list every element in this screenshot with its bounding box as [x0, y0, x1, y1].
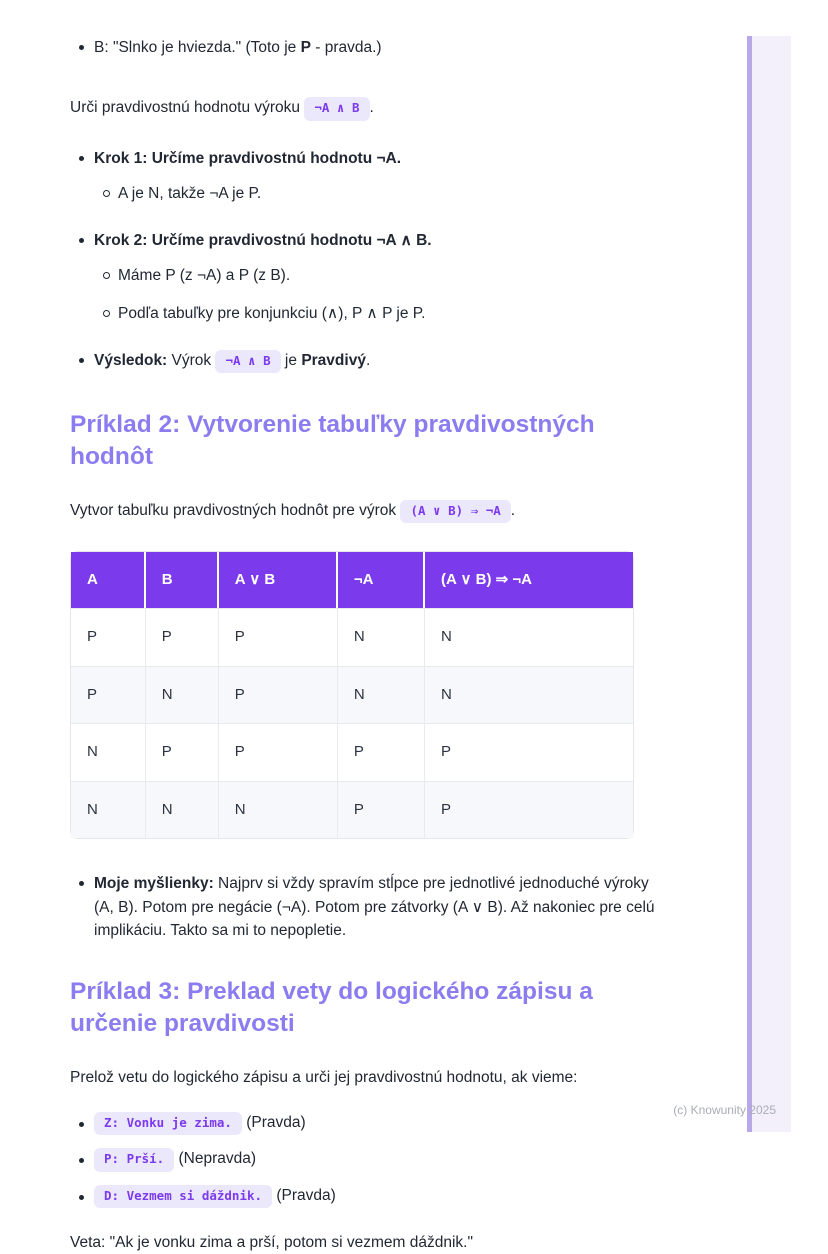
list-subitem: [94, 302, 670, 325]
krok1-sub-text: A je N, takže ¬A je P.: [118, 184, 262, 202]
statement-p: P: Prší. (Nepravda): [94, 1147, 670, 1171]
table-cell: N: [71, 723, 146, 781]
table-header-cell: A ∨ B: [219, 552, 338, 609]
bullet-marker: [70, 1111, 94, 1127]
table-header-row: [71, 552, 633, 609]
task2-text: Vytvor tabuľku pravdivostných hodnôt pre výrok: [70, 501, 401, 519]
statement-z: Z: Vonku je zima. (Pravda): [94, 1111, 670, 1135]
example3-intro: Prelož vetu do logického zápisu a urči jej pravdivostnú hodnotu, ak vieme:: [70, 1068, 578, 1086]
bullet-marker: [70, 147, 94, 161]
circle-marker: [94, 264, 118, 279]
table-cell: P: [71, 666, 146, 724]
task1-text: Urči pravdivostnú hodnotu výroku: [70, 99, 305, 117]
section-heading-priklad3: Príklad 3: Preklad vety do logického zápisu a určenie pravdivosti: [70, 978, 593, 1038]
statement-d: D: Vezmem si dáždnik. (Pravda): [94, 1184, 670, 1208]
table-header-cell: B: [146, 552, 219, 609]
table-cell: P: [146, 608, 219, 666]
list-item-krok1: [70, 147, 670, 170]
table-cell: N: [146, 666, 219, 724]
list-item-d: [70, 1184, 670, 1208]
circle-marker: [94, 302, 118, 317]
list-item: [70, 36, 670, 59]
statement-b-text: B: "Slnko je hviezda." (Toto je P - pravda.): [94, 39, 382, 56]
table-cell: P: [71, 608, 146, 666]
bullet-marker: [70, 872, 94, 886]
table-cell: P: [219, 723, 338, 781]
bullet-marker: [70, 1147, 94, 1163]
formula-badge: ¬A ∧ B: [304, 97, 369, 120]
formula-badge: P: Prší.: [94, 1148, 174, 1171]
krok2-sub1-text: Máme P (z ¬A) a P (z B).: [118, 267, 291, 285]
task1-period: .: [369, 99, 374, 117]
table-cell: N: [425, 608, 633, 666]
table-cell: N: [338, 608, 425, 666]
thoughts-text: Moje myšlienky: Najprv si vždy spravím stĺpce pre jednotlivé jednoduché výroky (A, B). Potom pre negácie (¬A). Potom pre zátvorky (A ∨ B). Až nakoniec pre celú implikáciu. Takto sa mi to nepopletie.: [94, 875, 655, 939]
formula-badge: Z: Vonku je zima.: [94, 1112, 242, 1135]
bullet-marker: [70, 36, 94, 50]
list-item-result: [70, 349, 670, 373]
table-cell: N: [71, 781, 146, 839]
circle-marker: [94, 182, 118, 197]
table-cell: N: [338, 666, 425, 724]
table-header-cell: A: [71, 552, 146, 609]
veta-sentence: Veta: "Ak je vonku zima a prší, potom si vezmem dáždnik.": [70, 1233, 473, 1251]
table-row: [71, 666, 633, 724]
copyright-footer: (c) Knowunity 2025: [673, 1103, 776, 1117]
table-row: [71, 781, 633, 839]
formula-badge: (A ∨ B) ⇒ ¬A: [400, 500, 510, 523]
table-cell: P: [146, 723, 219, 781]
krok1-title: Krok 1: Určíme pravdivostnú hodnotu ¬A.: [94, 149, 402, 167]
right-margin-panel: [752, 36, 791, 1132]
list-subitem: [94, 264, 670, 287]
list-item-z: [70, 1111, 670, 1135]
table-row: [71, 608, 633, 666]
bullet-marker: [70, 229, 94, 243]
table-cell: P: [425, 723, 633, 781]
table-cell: P: [338, 781, 425, 839]
table-cell: N: [219, 781, 338, 839]
table-cell: N: [146, 781, 219, 839]
right-margin-line: [747, 36, 752, 1132]
list-item-thoughts: [70, 872, 655, 942]
truth-table: [70, 551, 634, 840]
table-header-cell: (A ∨ B) ⇒ ¬A: [425, 552, 633, 609]
krok2-sub2-text: Podľa tabuľky pre konjunkciu (∧), P ∧ P je P.: [118, 304, 426, 322]
formula-badge: ¬A ∧ B: [215, 350, 280, 373]
table-cell: P: [425, 781, 633, 839]
result-text: Výsledok: Výrok ¬A ∧ B je Pravdivý.: [94, 349, 670, 373]
task1-paragraph: [70, 96, 670, 120]
list-subitem: [94, 182, 670, 205]
table-cell: P: [338, 723, 425, 781]
list-item-p: [70, 1147, 670, 1171]
table-cell: P: [219, 666, 338, 724]
table-header-cell: ¬A: [338, 552, 425, 609]
section-heading-priklad2: Príklad 2: Vytvorenie tabuľky pravdivostných hodnôt: [70, 411, 595, 471]
krok2-title: Krok 2: Určíme pravdivostnú hodnotu ¬A ∧ B.: [94, 232, 432, 249]
bullet-marker: [70, 349, 94, 363]
table-cell: N: [425, 666, 633, 724]
formula-badge: D: Vezmem si dáždnik.: [94, 1185, 272, 1208]
document-content: [70, 36, 670, 1254]
bullet-marker: [70, 1184, 94, 1200]
table-row: [71, 723, 633, 781]
table-cell: P: [219, 608, 338, 666]
task2-paragraph: [70, 499, 670, 523]
task2-period: .: [510, 501, 516, 519]
list-item-krok2: [70, 229, 670, 252]
